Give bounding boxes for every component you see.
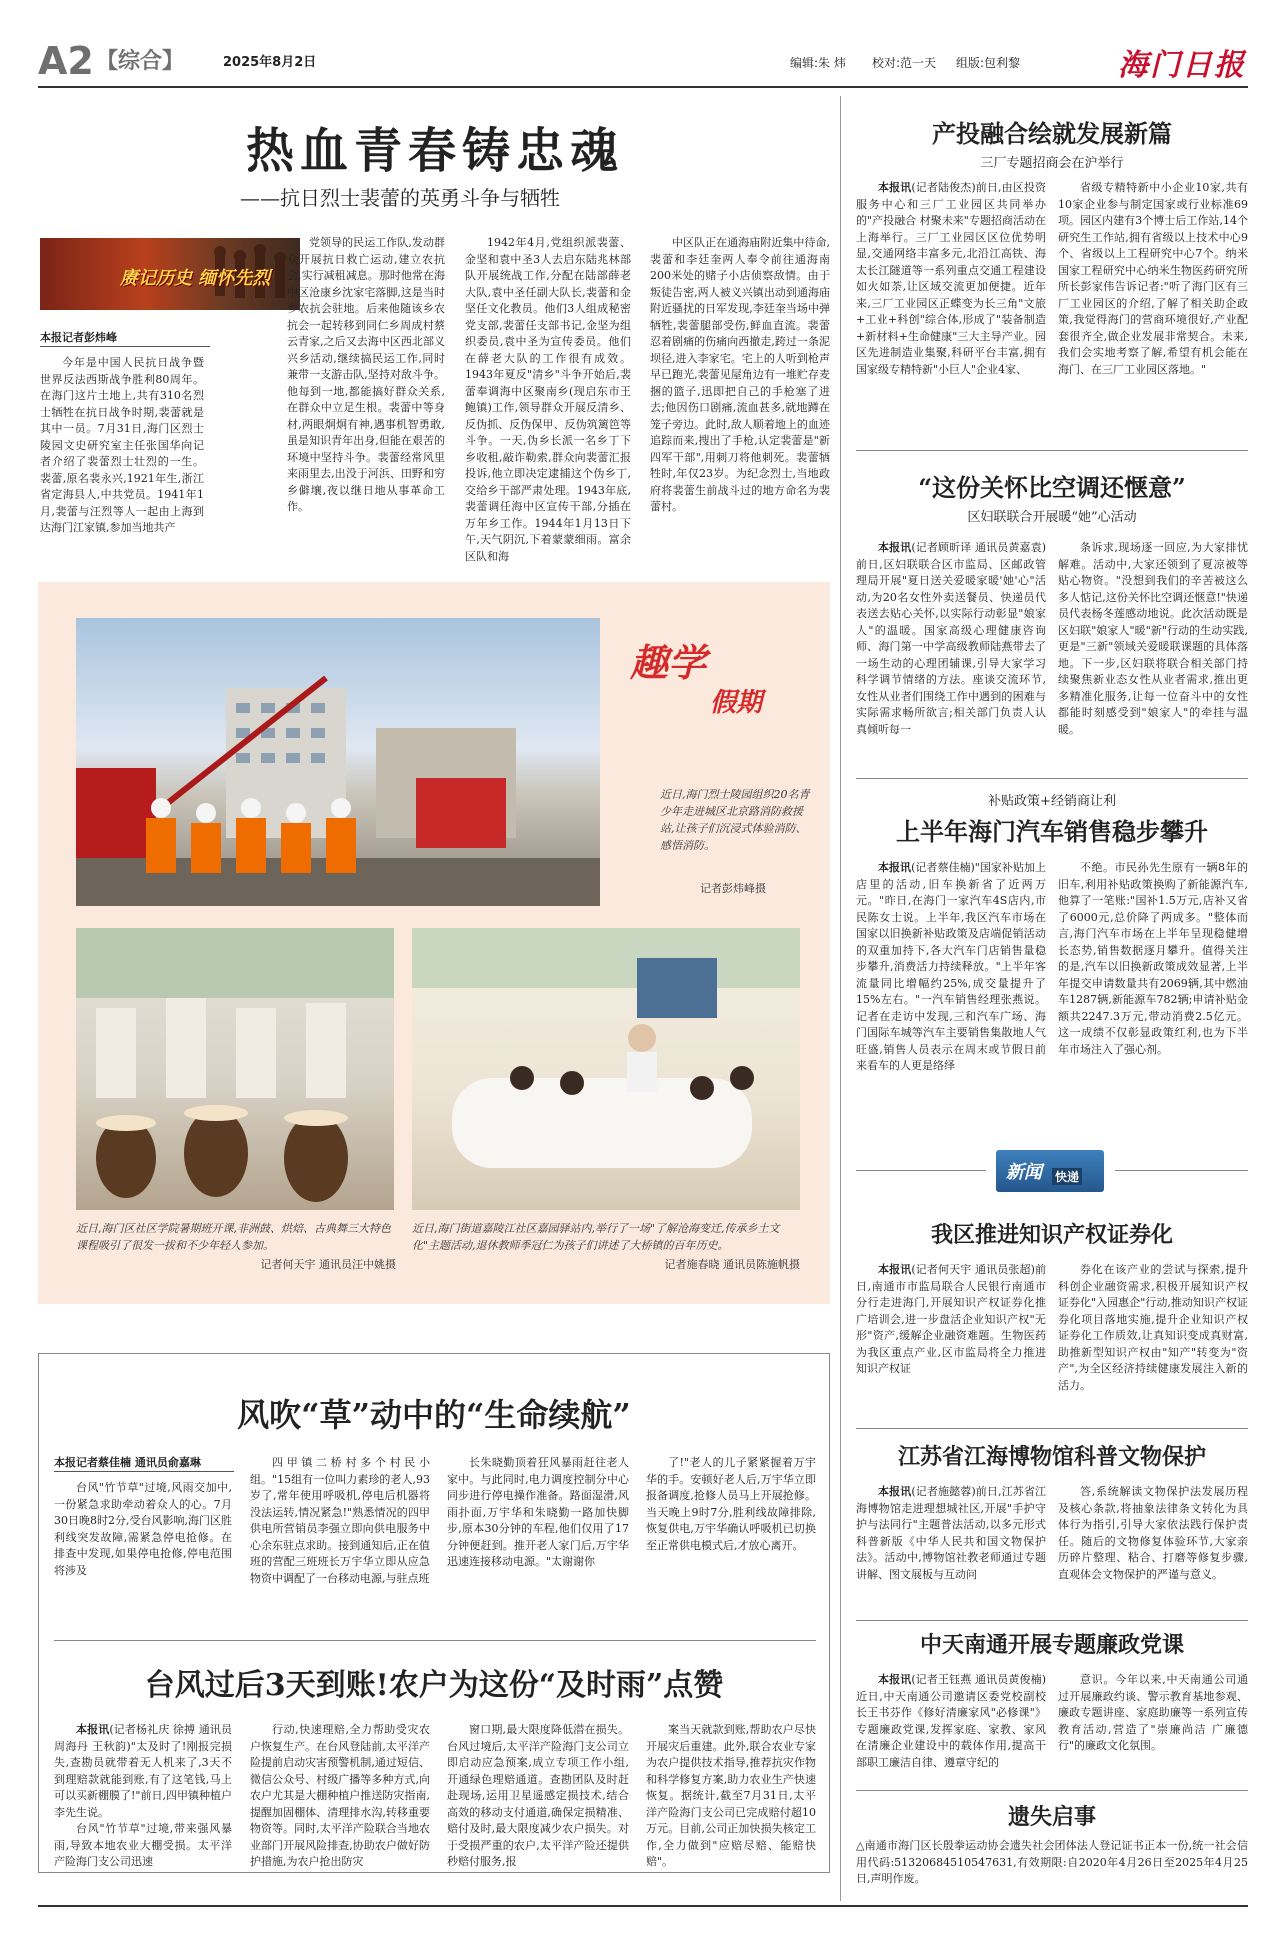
aircon-col-1: 本报讯(记者顾昕译 通讯员黄嘉袁)前日,区妇联联合区市监局、区邮政管理局开展"夏日送关爱暖家暖'她'心"活动,为20名女性外卖送餐员、快递员代表送去贴心关怀,以实际行动彰显"娘家人"的温暖。国家高级心理健康咨询师、海门第一中学高级教师陆燕带去了一场生动的心理团辅课,引导大家学习科学调节情绪的方法。座谈交流环节,女性从业者们围绕工作中遇到的困难与实际需求畅所欲言;相关部门负责人认真倾听每一 bbox=[856, 541, 1046, 736]
typhoon-reporter: 本报记者蔡佳楠 通讯员俞嘉琳 bbox=[54, 1456, 201, 1469]
column-divider bbox=[840, 96, 841, 1901]
header-rule bbox=[38, 86, 1248, 88]
top-photo-caption: 近日,海门烈士陵园组织20名青少年走进城区北京路消防救援站,让孩子们沉浸式体验消防、感悟消防。 bbox=[660, 788, 810, 852]
lead-subtitle: ——抗日烈士裴蕾的英勇斗争与牺牲 bbox=[240, 186, 560, 210]
aircon-byline: 本报讯 bbox=[878, 541, 912, 554]
reporter-underline bbox=[40, 346, 210, 347]
museum-title: 江苏省江海博物馆科普文物保护 bbox=[897, 1444, 1206, 1470]
news-express-badge bbox=[996, 1150, 1104, 1192]
lost-notice-title: 遗失启事 bbox=[1007, 1804, 1096, 1830]
zhongtian-byline: 本报讯 bbox=[878, 1673, 912, 1686]
chanzhou-col-1: 本报讯(记者陆俊杰)前日,由区投资服务中心和三厂工业园区共同举办的"产投融合 材聚未来"专题招商活动在上海举行。三厂工业园区区位优势明显,交通网络丰富多元,北沿江高铁、海太长江隧道等一系列重点交通工程建设如火如荼,让区域交流更加便捷。近年来,三厂工业园区正蝶变为长三角"文旅+工业+科创"综合体,形成了"装备制造+新材料+生命健康"三大主导产业。园区先进制造业集聚,科研平台丰富,拥有国家级专精特新"小巨人"企业4家、 bbox=[856, 181, 1046, 376]
left-photo-credit: 记者何天宇 通讯员汪中姚摄 bbox=[260, 1258, 396, 1271]
chanzhou-subtitle: 三厂专题招商会在沪举行 bbox=[980, 156, 1124, 171]
lead-title: 热血青春铸忠魂 bbox=[245, 123, 624, 179]
typhoon-divider bbox=[54, 1640, 816, 1641]
lost-notice-text: △南通市海门区长殷拳运动协会遗失社会团体法人登记证书正本一份,统一社会信用代码:51320684510547631,有效期限:自2020年4月26日至2025年4月25日,声明作废。 bbox=[856, 1839, 1248, 1885]
fire-truck-photo bbox=[76, 618, 600, 906]
banner-text: 赓记历史 缅怀先烈 bbox=[120, 268, 271, 289]
ip-byline: 本报讯 bbox=[878, 1263, 912, 1276]
insurance-col-3: 窗口期,最大限度降低潜在损失。台风过境后,太平洋产险海门支公司立即启动应急预案,成立专项工作小组,开通绿色理赔通道。查勘团队及时赶赴现场,运用卫星遥感定损技术,结合高效的移动支付通道,确保定损精准、赔付及时,最大限度减少农户损失。对于受损严重的农户,太平洋产险还提供秒赔付服务,报 bbox=[447, 1723, 629, 1868]
section-tag: 【综合】 bbox=[96, 49, 185, 74]
chanzhou-byline: 本报讯 bbox=[878, 181, 912, 194]
lead-col-1: 今年是中国人民抗日战争暨世界反法西斯战争胜利80周年。在海门这片土地上,共有310名烈士牺牲在抗日战争时期,裴蕾就是其中一员。7月31日,海门区烈士陵园文史研究室主任张国华向记者介绍了裴蕾烈士壮烈的一生。裴蕾,原名裴永兴,1921年生,浙江省定海县人,中共党员。1941年1月,裴蕾与汪烈等人一起由上海到达海门江家镇,参加当地共产 bbox=[40, 356, 204, 534]
editor-credit: 编辑:朱 炜 bbox=[790, 56, 846, 70]
banner-soldiers-image bbox=[40, 238, 300, 310]
feature-badge-line2: 假期 bbox=[710, 688, 763, 718]
history-talk-photo bbox=[412, 928, 800, 1210]
auto-kicker: 补贴政策+经销商让利 bbox=[988, 794, 1116, 809]
right-photo-caption: 近日,海门街道嘉陵江社区嘉园驿站内,举行了一场"了解沧海变迁,传承乡土文化"主题活动,退休教师季冠仁为孩子们讲述了大桥镇的百年历史。 bbox=[412, 1222, 780, 1252]
page-header bbox=[38, 38, 1248, 84]
typhoon-col-3: 长朱晓勤顶着狂风暴雨赶往老人家中。与此同时,电力调度控制分中心同步进行停电操作准备。路面湿滑,风雨扑面,万宇华和朱晓勤一路加快脚步,原本30分钟的车程,他们仅用了17分钟便赶到。推开老人家门后,万宇华迅速连接移动电源。"太谢谢你 bbox=[447, 1456, 629, 1568]
chanzhou-col-2: 省级专精特新中小企业10家,共有10家企业参与制定国家或行业标准69项。园区内建有3个博士后工作站,14个研究生工作站,拥有省级以上技术中心9个、省级以上工程研究中心7个。纳米国家工程研究中心纳米生物医药研究所所长彭家伟告诉记者:"听了海门区有三厂工业园区的介绍,了解了相关助企政策,我觉得海门的营商环境很好,产业配套很齐全,做企业发展非常契合。未来,我们会实地考察了解,希望有机会能在海门、在三厂工业园区落地。" bbox=[1058, 181, 1248, 376]
layout-credit: 组版:包利黎 bbox=[956, 56, 1021, 70]
typhoon-col-1: 台风"竹节草"过境,风雨交加中,一份紧急求助牵动着众人的心。7月30日晚8时2分,受台风影响,海门区胜利线突发故障,需紧急停电抢修。在排查中发现,如果停电抢修,停电范围将涉及 bbox=[54, 1481, 232, 1577]
ip-col-2: 券化在该产业的尝试与探索,提升科创企业融资需求,积极开展知识产权证券化"入园惠企"行动,推动知识产权证券化项目落地实施,提升企业知识产权证券化工作质效,让真知识变成真财富,助推新型知识产权由"知产"转变为"资产",为全区经济持续健康发展注入新的活力。 bbox=[1058, 1263, 1248, 1392]
zhongtian-col-2: 意识。今年以来,中天南通公司通过开展廉政约谈、警示教育基地参观、廉政专题讲座、家庭助廉等一系列宣传教育活动,营造了"崇廉尚洁 广廉德行"的廉政文化氛围。 bbox=[1058, 1673, 1248, 1752]
typhoon-col-2: 四甲镇二桥村多个村民小组。"15组有一位叫力素珍的老人,93岁了,常年使用呼吸机,停电后机器将没法运转,情况紧急!"熟悉情况的四甲供电所营销员李强立即向供电服务中心余东驻点求助。接到通知后,正在值班的营配三班班长万宇华立即从应急物资中调配了一台移动电源,与驻点班 bbox=[250, 1456, 430, 1585]
insurance-col-4: 案当天就款到账,帮助农户尽快开展灾后重建。此外,联合农业专家为农户提供技术指导,推荐抗灾作物和科学修复方案,助力农业生产快速恢复。据统计,截至7月31日,太平洋产险海门支公司已完成赔付超10万元。目前,公司正加快损失核定工作,全力做到"应赔尽赔、能赔快赔"。 bbox=[646, 1723, 816, 1868]
ip-title: 我区推进知识产权证券化 bbox=[930, 1222, 1173, 1248]
lead-col-2: 党领导的民运工作队,发动群众开展抗日救亡运动,建立农抗会,实行减租减息。那时他常在海中区沧康乡沈家宅落脚,这是当时乡农抗会驻地。后来他随该乡农抗会一起转移到同仁乡周成村蔡云青家,之后又去海中区西北部义兴乡活动,继续搞民运工作,同时兼带一支游击队,坚持对敌斗争。他每到一地,都能搞好群众关系,在群众中立足生根。裴蕾中等身材,两眼炯炯有神,遇事机智勇敢,虽是知识青年出身,但能在艰苦的环境中坚持斗争。裴蕾经常风里来雨里去,出没于河浜、田野和穷乡僻壤,夜以继日地从事革命工作。 bbox=[287, 236, 445, 513]
chanzhou-rule bbox=[856, 450, 1248, 451]
top-photo-credit: 记者彭炜峰摄 bbox=[700, 882, 766, 895]
footer-rule bbox=[38, 1905, 1248, 1907]
ip-col-1: 本报讯(记者何天宇 通讯员张超)前日,南通市市监局联合人民银行南通市分行走进海门,开展知识产权证券化推广培训会,进一步盘活企业知识产权"无形"资产,缓解企业融资难题。生物医药为我区重点产业,区市监局将全力推进知识产权证 bbox=[856, 1263, 1046, 1375]
talk-scene-icon bbox=[412, 928, 800, 1210]
lead-col-4: 中区队正在通海庙附近集中待命,裴蕾和李廷奎两人奉令前往通海南200米处的赌子小店侦察敌情。由于叛徒告密,两人被义兴镇出动到通海庙附近骚扰的日军发现,李廷奎当场中弹牺牲,裴蕾腿部受伤,鲜血直流。裴蕾忍着剧痛的伤痛向西撤走,跨过一条泥坝径,进入李家宅。宅上的人听到枪声早已跑光,裴蕾见屋角边有一堆贮存麦捆的篮子,迅即把自己的手枪塞了进去;他因伤口剧痛,流血甚多,就地蹲在笼子旁边。此时,敌人顺着地上的血迹追踪而来,搜出了手枪,认定裴蕾是"新四军干部",用刺刀将他刺死。裴蕾牺牲时,年仅23岁。为纪念烈士,当地政府将裴蕾生前战斗过的地方命名为裴蕾村。 bbox=[650, 236, 830, 513]
page-code: A2 bbox=[38, 39, 94, 83]
auto-col-2: 不绝。市民孙先生原有一辆8年的旧车,利用补贴政策换购了新能源汽车,他算了一笔账:"国补1.5万元,店补又省了6000元,总价降了两成多。"整体而言,海门汽车市场在上半年呈现稳健增长态势,销售数据逐月攀升。值得关注的是,汽车以旧换新政策成效显著,上半年提交申请数量共有2069辆,其中燃油车1287辆,新能源车782辆;申请补贴金额共2247.3万元,带动消费2.5亿元。这一成绩不仅彰显政策红利,也为下半年市场注入了强心剂。 bbox=[1058, 861, 1248, 1056]
drum-scene-icon bbox=[76, 928, 394, 1210]
typhoon-reporter-underline bbox=[54, 1471, 234, 1472]
right-photo-credit: 记者施春晓 通讯员陈施帆摄 bbox=[664, 1258, 800, 1271]
proofreader-credit: 校对:范一天 bbox=[872, 56, 937, 70]
zhongtian-rule bbox=[856, 1790, 1248, 1791]
typhoon-title: 风吹“草”动中的“生命续航” bbox=[237, 1396, 631, 1434]
typhoon-col-4: 了!"老人的儿子紧紧握着万宇华的手。安顿好老人后,万宇华立即报备调度,抢修人员马上开展抢修。当天晚上9时7分,胜利线故障排除,恢复供电,万宇华确认呼吸机已切换至正常供电模式后,才放心离开。 bbox=[646, 1456, 816, 1552]
left-photo-caption: 近日,海门区社区学院暑期班开课,非洲鼓、烘焙、古典舞三大特色课程吸引了很发一拔和不少年轻人参加。 bbox=[76, 1222, 391, 1252]
insurance-intro: (记者杨礼庆 徐搏 通讯员周海丹 王秋韵)"太及时了!刚报完损失,查勘员就带着无人机来了,3天不到理赔款就能到账,有了这笔钱,马上可以买新棚膜了!"前日,四甲镇种植户李先生说。 bbox=[54, 1723, 232, 1819]
insurance-byline: 本报讯 bbox=[76, 1723, 110, 1736]
issue-date: 2025年8月2日 bbox=[223, 55, 317, 70]
auto-byline: 本报讯 bbox=[878, 861, 912, 874]
aircon-col-2: 条诉求,现场逐一回应,为大家排忧解难。活动中,大家还领到了夏凉被等贴心物资。"没想到我们的辛苦被这么多人惦记,这份关怀比空调还惬意!"快递员代表杨冬莲感动地说。此次活动既是区妇联"娘家人"暖"新"行动的生动实践,更是"三新"领域关爱暖联课题的具体落地。下一步,区妇联将联合相关部门持续聚焦新业态女性从业者需求,推出更多精准化服务,让每一位奋斗中的女性都能时刻感受到"娘家人"的牵挂与温暖。 bbox=[1058, 541, 1248, 736]
museum-rule bbox=[856, 1620, 1248, 1621]
museum-col-2: 答,系统解读文物保护法发展历程及核心条款,将抽象法律条文转化为具体行为指引,引导大家依法践行保护责任。随后的文物修复体验环节,大家亲历碎片整理、粘合、打磨等修复步骤,直观体会文物保护的严谨与意义。 bbox=[1058, 1485, 1248, 1581]
feature-badge-line1: 趣学 bbox=[630, 640, 707, 685]
insurance-col-2: 行动,快速理赔,全力帮助受灾农户恢复生产。在台风登陆前,太平洋产险提前启动灾害预警机制,通过短信、微信公众号、村级广播等多种方式,向农户尤其是大棚种植户推送防灾指南,提醒加固棚体、清理排水沟,转移重要物资等。同时,太平洋产险联合当地农业部门开展风险排查,协助农户做好防护措施,为农户抢出防灾 bbox=[250, 1723, 430, 1868]
aircon-rule bbox=[856, 778, 1248, 779]
zhongtian-col-1: 本报讯(记者王钰燕 通讯员黄俊楠)近日,中天南通公司邀请区委党校副校长王书芬作《修好清廉家风"必修课"》专题廉政党课,发挥家庭、家教、家风在清廉企业建设中的载体作用,提高干部职工廉洁自律、遵章守纪的 bbox=[856, 1673, 1046, 1769]
insurance-col-1: 本报讯(记者杨礼庆 徐搏 通讯员周海丹 王秋韵)"太及时了!刚报完损失,查勘员就带着无人机来了,3天不到理赔款就能到账,有了这笔钱,马上可以买新棚膜了!"前日,四甲镇种植户李先生说。 台风"竹节草"过境,带来强风暴雨,导致本地农业大棚受损。太平洋产险海门支公司迅速 bbox=[54, 1723, 232, 1868]
aircon-subtitle: 区妇联联合开展暖“她”心活动 bbox=[967, 510, 1137, 525]
auto-col-1: 本报讯(记者蔡佳楠)"国家补贴加上店里的活动,旧车换新省了近两万元。"昨日,在海门一家汽车4S店内,市民陈女士说。上半年,我区汽车市场在国家以旧换新补贴政策及店端促销活动的双重加持下,各大汽车门店销售量稳步攀升,消费活力持续释放。"上半年客流量同比增幅约25%,成交量提升了15%左右。"一汽车销售经理张燕说。记者在走访中发现,三和汽车广场、海门国际车城等汽车主要销售集散地人气旺盛,销售人员表示在周末或节假日前来看车的人更是络绎 bbox=[856, 861, 1046, 1072]
lead-col-3: 1942年4月,党组织派裴蕾、金坚和袁中圣3人去启东陆兆林部队开展统战工作,分配在陆部薛老大队,袁中圣任副大队长,裴蕾和金坚任文化教员。他们3人组成秘密党支部,裴蕾任支部书记,金坚为组织委员,袁中圣为宣传委员。他们在薛老大队的工作很有成效。1943年夏反"清乡"斗争开始后,裴蕾奉调海中区聚南乡(现启东市王鲍镇)工作,领导群众开展反清乡、反伪抓、反伪保甲、反伪筑篱笆等斗争。一天,伪乡长派一名乡丁下乡收租,敲诈勒索,群众向裴蕾汇报投诉,他立即决定逮捕这个伪乡丁,交给乡干部严肃处理。1943年底,裴蕾调任海中区宣传干部,分插在万年乡工作。1944年1月13日下午,天气阴沉,下着蒙蒙细雨。富余区队和海 bbox=[465, 236, 631, 563]
ip-rule bbox=[856, 1428, 1248, 1429]
news-express-label1: 新闻 bbox=[1006, 1162, 1042, 1183]
news-express-label2: 快递 bbox=[1052, 1168, 1082, 1185]
lead-reporter: 本报记者彭炜峰 bbox=[40, 331, 117, 344]
aircon-title: “这份关怀比空调还惬意” bbox=[918, 473, 1186, 502]
auto-title: 上半年海门汽车销售稳步攀升 bbox=[896, 817, 1208, 846]
insurance-title: 台风过后3天到账!农户为这份“及时雨”点赞 bbox=[144, 1668, 724, 1703]
news-express-line-right bbox=[1115, 1170, 1248, 1171]
fire-scene-icon bbox=[76, 618, 600, 906]
museum-col-1: 本报讯(记者施懿蓉)前日,江苏省江海博物馆走进理想城社区,开展"手护守护与法同行"主题普法活动,以多元形式科普新版《中华人民共和国文物保护法》。活动中,博物馆社教老师通过专题讲解、图文展板与互动问 bbox=[856, 1485, 1046, 1581]
drum-class-photo bbox=[76, 928, 394, 1210]
news-express-line-left bbox=[856, 1170, 986, 1171]
masthead-logo: 海门日报 bbox=[1118, 48, 1246, 83]
zhongtian-title: 中天南通开展专题廉政党课 bbox=[919, 1632, 1184, 1658]
museum-byline: 本报讯 bbox=[878, 1485, 912, 1498]
chanzhou-title: 产投融合绘就发展新篇 bbox=[932, 119, 1172, 148]
